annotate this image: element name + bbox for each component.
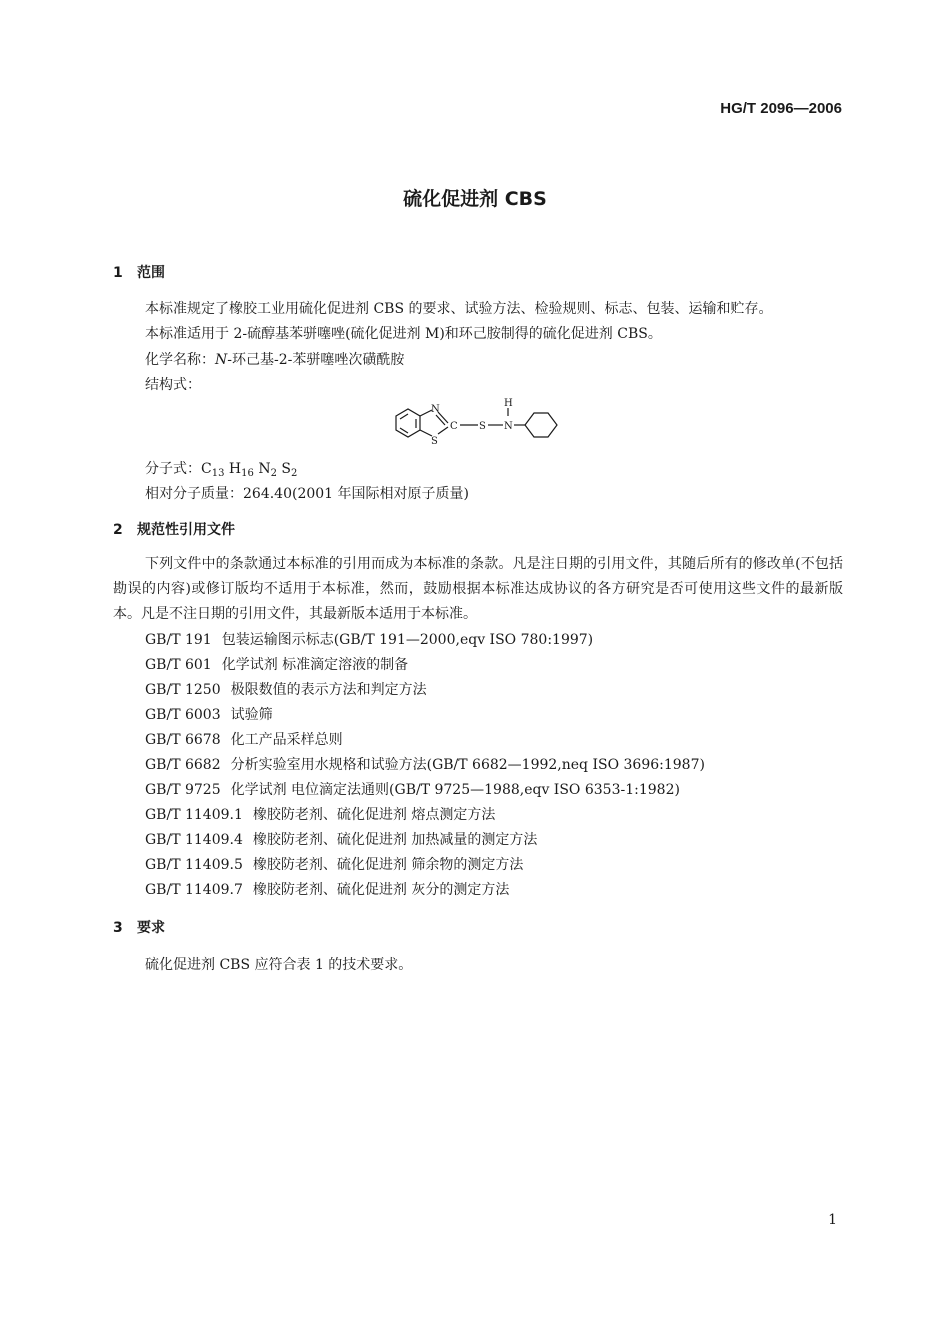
- reference-item: [145, 679, 427, 699]
- section-2-heading: [113, 519, 235, 539]
- atom-label: C: [450, 421, 458, 432]
- reference-item: [145, 629, 593, 649]
- formula-element: H: [228, 461, 242, 477]
- structural-formula-diagram: [388, 392, 568, 452]
- formula-element: C: [201, 461, 212, 477]
- structure-label: 结构式：: [145, 377, 201, 393]
- reference-code: GB/T 11409.5: [145, 857, 243, 873]
- section-title: 范围: [137, 265, 165, 281]
- reference-code: GB/T 11409.4: [145, 832, 243, 848]
- reference-item: [145, 754, 705, 774]
- atom-label: S: [479, 421, 486, 432]
- chemical-name-prefix: N: [215, 352, 228, 368]
- document-title: 硫化促进剂 CBS: [403, 188, 547, 210]
- reference-title: 橡胶防老剂、硫化促进剂 熔点测定方法: [252, 807, 496, 823]
- double-bond: [436, 415, 445, 425]
- chemical-name: [145, 349, 404, 369]
- reference-item: [145, 779, 680, 799]
- section-number: 1: [113, 265, 123, 281]
- requirements-paragraph: 硫化促进剂 CBS 应符合表 1 的技术要求。: [145, 957, 413, 973]
- reference-code: GB/T 1250: [145, 682, 221, 698]
- reference-item: [145, 829, 537, 849]
- reference-item: [145, 654, 408, 674]
- reference-title: 橡胶防老剂、硫化促进剂 筛余物的测定方法: [252, 857, 524, 873]
- reference-code: GB/T 601: [145, 657, 212, 673]
- molecular-mass: 相对分子质量：264.40(2001 年国际相对原子质量): [145, 486, 469, 502]
- section-number: 3: [113, 920, 123, 936]
- bond: [438, 427, 448, 434]
- reference-item: [145, 854, 523, 874]
- chemical-name-label: 化学名称：: [145, 352, 215, 368]
- formula-subscript: 13: [211, 468, 225, 479]
- reference-title: 橡胶防老剂、硫化促进剂 灰分的测定方法: [252, 882, 510, 898]
- formula-label: 分子式：: [145, 461, 201, 477]
- standard-code: HG/T 2096—2006: [720, 100, 842, 117]
- page-number: 1: [828, 1212, 837, 1228]
- reference-title: 试验筛: [230, 707, 273, 723]
- section-title: 规范性引用文件: [137, 522, 235, 538]
- scope-paragraph-1: 本标准规定了橡胶工业用硫化促进剂 CBS 的要求、试验方法、检验规则、标志、包装、运输和贮存。: [145, 301, 773, 317]
- scope-paragraph-2: 本标准适用于 2-硫醇基苯骈噻唑(硫化促进剂 M)和环己胺制得的硫化促进剂 CBS。: [145, 326, 662, 342]
- reference-code: GB/T 9725: [145, 782, 221, 798]
- reference-item: [145, 879, 509, 899]
- atom-label: N: [431, 404, 440, 415]
- cyclohexane-ring: [525, 413, 557, 437]
- reference-title: 极限数值的表示方法和判定方法: [230, 682, 427, 698]
- benzene-double-bond: [400, 428, 408, 433]
- section-3-heading: [113, 917, 165, 937]
- reference-title: 化学试剂 标准滴定溶液的制备: [221, 657, 409, 673]
- section-1-heading: [113, 262, 165, 282]
- benzene-double-bond: [400, 414, 408, 419]
- atom-label: N: [504, 421, 513, 432]
- formula-subscript: 2: [270, 468, 277, 479]
- reference-title: 化学试剂 电位滴定法通则(GB/T 9725—1988,eqv ISO 6353-1:1982): [230, 782, 680, 798]
- reference-item: [145, 704, 273, 724]
- reference-code: GB/T 6682: [145, 757, 221, 773]
- reference-title: 包装运输图示标志(GB/T 191—2000,eqv ISO 780:1997): [221, 632, 594, 648]
- reference-title: 化工产品采样总则: [230, 732, 343, 748]
- reference-code: GB/T 11409.7: [145, 882, 243, 898]
- atom-label: H: [504, 398, 513, 409]
- formula-subscript: 2: [290, 468, 298, 479]
- reference-title: 橡胶防老剂、硫化促进剂 加热减量的测定方法: [252, 832, 538, 848]
- reference-code: GB/T 11409.1: [145, 807, 243, 823]
- reference-item: [145, 729, 343, 749]
- reference-code: GB/T 6003: [145, 707, 221, 723]
- reference-title: 分析实验室用水规格和试验方法(GB/T 6682—1992,neq ISO 3696:1987): [230, 757, 705, 773]
- molecular-formula: [145, 458, 297, 479]
- formula-element: N: [258, 461, 271, 477]
- chemical-name-value: -环己基-2-苯骈噻唑次磺酰胺: [227, 352, 405, 368]
- reference-code: GB/T 6678: [145, 732, 221, 748]
- formula-subscript: 16: [241, 468, 254, 479]
- references-intro: 下列文件中的条款通过本标准的引用而成为本标准的条款。凡是注日期的引用文件，其随后所有的修改单(不包括勘误的内容)或修订版均不适用于本标准，然而，鼓励根据本标准达成协议的各方研究是否可使用这些文件的最新版本。凡是不注日期的引用文件，其最新版本适用于本标准。: [113, 556, 843, 622]
- section-title: 要求: [137, 920, 165, 936]
- reference-code: GB/T 191: [145, 632, 212, 648]
- atom-label: S: [431, 436, 438, 447]
- formula-element: S: [281, 461, 291, 477]
- reference-item: [145, 804, 495, 824]
- section-number: 2: [113, 522, 123, 538]
